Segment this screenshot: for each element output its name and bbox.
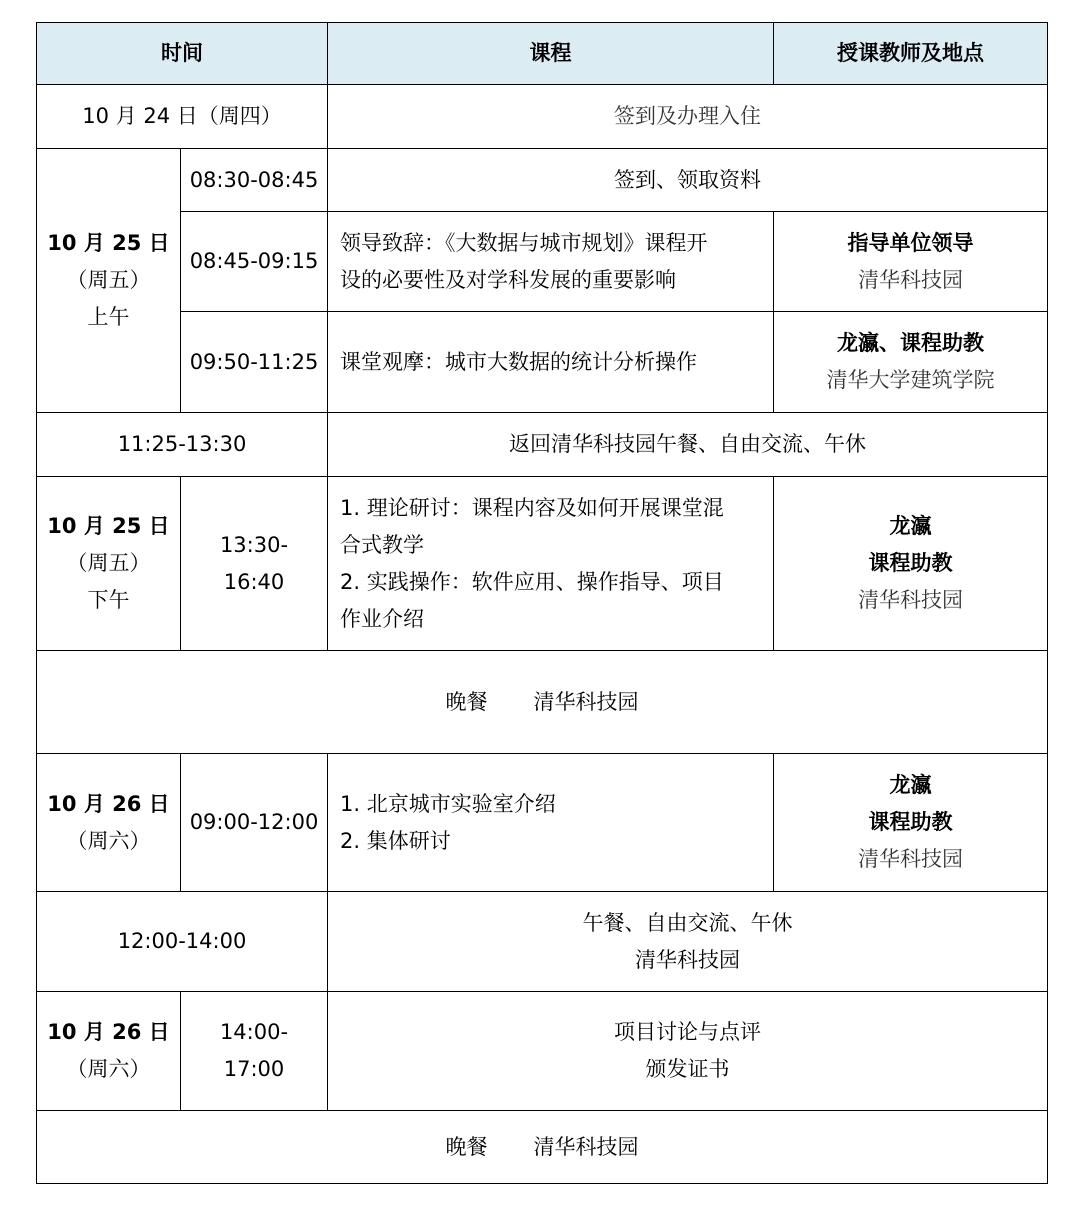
time-cell (181, 477, 328, 651)
teacher-cell (774, 312, 1048, 413)
date-cell (37, 477, 181, 651)
meal-location: 清华科技园 (533, 1134, 639, 1159)
time-line: 17:00 (223, 1057, 285, 1081)
course-cell (328, 477, 774, 651)
meal-cell (37, 1111, 1048, 1184)
teacher-name: 龙瀛 (889, 514, 932, 538)
location-name: 清华科技园 (858, 847, 963, 871)
teacher-name: 课程助教 (868, 551, 953, 575)
table-row (37, 212, 1048, 312)
course-line: 2. 实践操作：软件应用、操作指导、项目 (340, 569, 724, 594)
table-row (37, 1111, 1048, 1184)
weekday-line: （周五） (66, 268, 151, 292)
course-cell: 签到、领取资料 (328, 149, 1048, 212)
teacher-cell (774, 212, 1048, 312)
date-cell (37, 149, 181, 413)
time-line: 14:00- (219, 1020, 289, 1044)
content-line: 颁发证书 (645, 1057, 730, 1081)
location-name: 清华大学建筑学院 (826, 368, 995, 392)
content-line: 项目讨论与点评 (614, 1020, 761, 1044)
header-time: 时间 (37, 23, 328, 85)
content-line: 午餐、自由交流、午休 (582, 910, 793, 935)
course-line: 2. 集体研讨 (340, 828, 451, 853)
time-cell: 08:30-08:45 (181, 149, 328, 212)
content-cell: 签到及办理入住 (328, 85, 1048, 149)
table-row (37, 892, 1048, 992)
meal-location: 清华科技园 (533, 689, 639, 714)
time-line: 13:30- (219, 532, 289, 557)
date-line: 10 月 26 日 (47, 791, 170, 816)
course-cell: 课堂观摩：城市大数据的统计分析操作 (328, 312, 774, 413)
weekday-line: （周六） (66, 828, 151, 853)
meal-label: 晚餐 (445, 1134, 488, 1159)
course-line: 1. 理论研讨：课程内容及如何开展课堂混 (340, 495, 724, 520)
time-cell: 08:45-09:15 (181, 212, 328, 312)
table-row (37, 754, 1048, 892)
table-row (37, 477, 1048, 651)
table-row (37, 413, 1048, 477)
course-line: 设的必要性及对学科发展的重要影响 (340, 267, 676, 292)
header-course: 课程 (328, 23, 774, 85)
header-teacher-location: 授课教师及地点 (774, 23, 1048, 85)
date-line: 10 月 25 日 (47, 514, 170, 538)
teacher-name: 龙瀛 (889, 773, 932, 797)
content-line: 清华科技园 (635, 947, 740, 972)
teacher-name: 指导单位领导 (847, 230, 974, 255)
time-cell: 11:25-13:30 (37, 413, 328, 477)
table-row (37, 651, 1048, 754)
teacher-cell (774, 754, 1048, 892)
period-line: 下午 (87, 588, 130, 612)
meal-label: 晚餐 (445, 689, 488, 714)
course-line: 作业介绍 (340, 606, 424, 631)
date-line: 10 月 25 日 (47, 231, 170, 255)
table-row (37, 312, 1048, 413)
date-cell (37, 992, 181, 1111)
time-cell: 12:00-14:00 (37, 892, 328, 992)
time-line: 16:40 (223, 569, 285, 594)
period-line: 上午 (87, 305, 130, 329)
course-cell (328, 212, 774, 312)
course-line: 1. 北京城市实验室介绍 (340, 791, 556, 816)
date-cell: 10 月 24 日（周四） (37, 85, 328, 149)
date-line: 10 月 26 日 (47, 1020, 170, 1044)
teacher-name: 龙瀛、课程助教 (837, 331, 984, 355)
teacher-cell (774, 477, 1048, 651)
content-cell (328, 992, 1048, 1111)
time-cell (181, 992, 328, 1111)
table-row (37, 85, 1048, 149)
time-cell: 09:50-11:25 (181, 312, 328, 413)
teacher-name: 课程助教 (868, 810, 953, 834)
weekday-line: （周五） (66, 551, 151, 575)
table-row (37, 149, 1048, 212)
course-cell (328, 754, 774, 892)
header-row (37, 23, 1048, 85)
date-cell (37, 754, 181, 892)
location-name: 清华科技园 (858, 267, 963, 292)
schedule-table (36, 22, 1048, 1184)
content-cell (328, 892, 1048, 992)
weekday-line: （周六） (66, 1057, 151, 1081)
time-cell: 09:00-12:00 (181, 754, 328, 892)
location-name: 清华科技园 (858, 588, 963, 612)
content-cell: 返回清华科技园午餐、自由交流、午休 (328, 413, 1048, 477)
table-row (37, 992, 1048, 1111)
course-line: 领导致辞：《大数据与城市规划》课程开 (340, 230, 708, 255)
meal-cell (37, 651, 1048, 754)
course-line: 合式教学 (340, 532, 424, 557)
